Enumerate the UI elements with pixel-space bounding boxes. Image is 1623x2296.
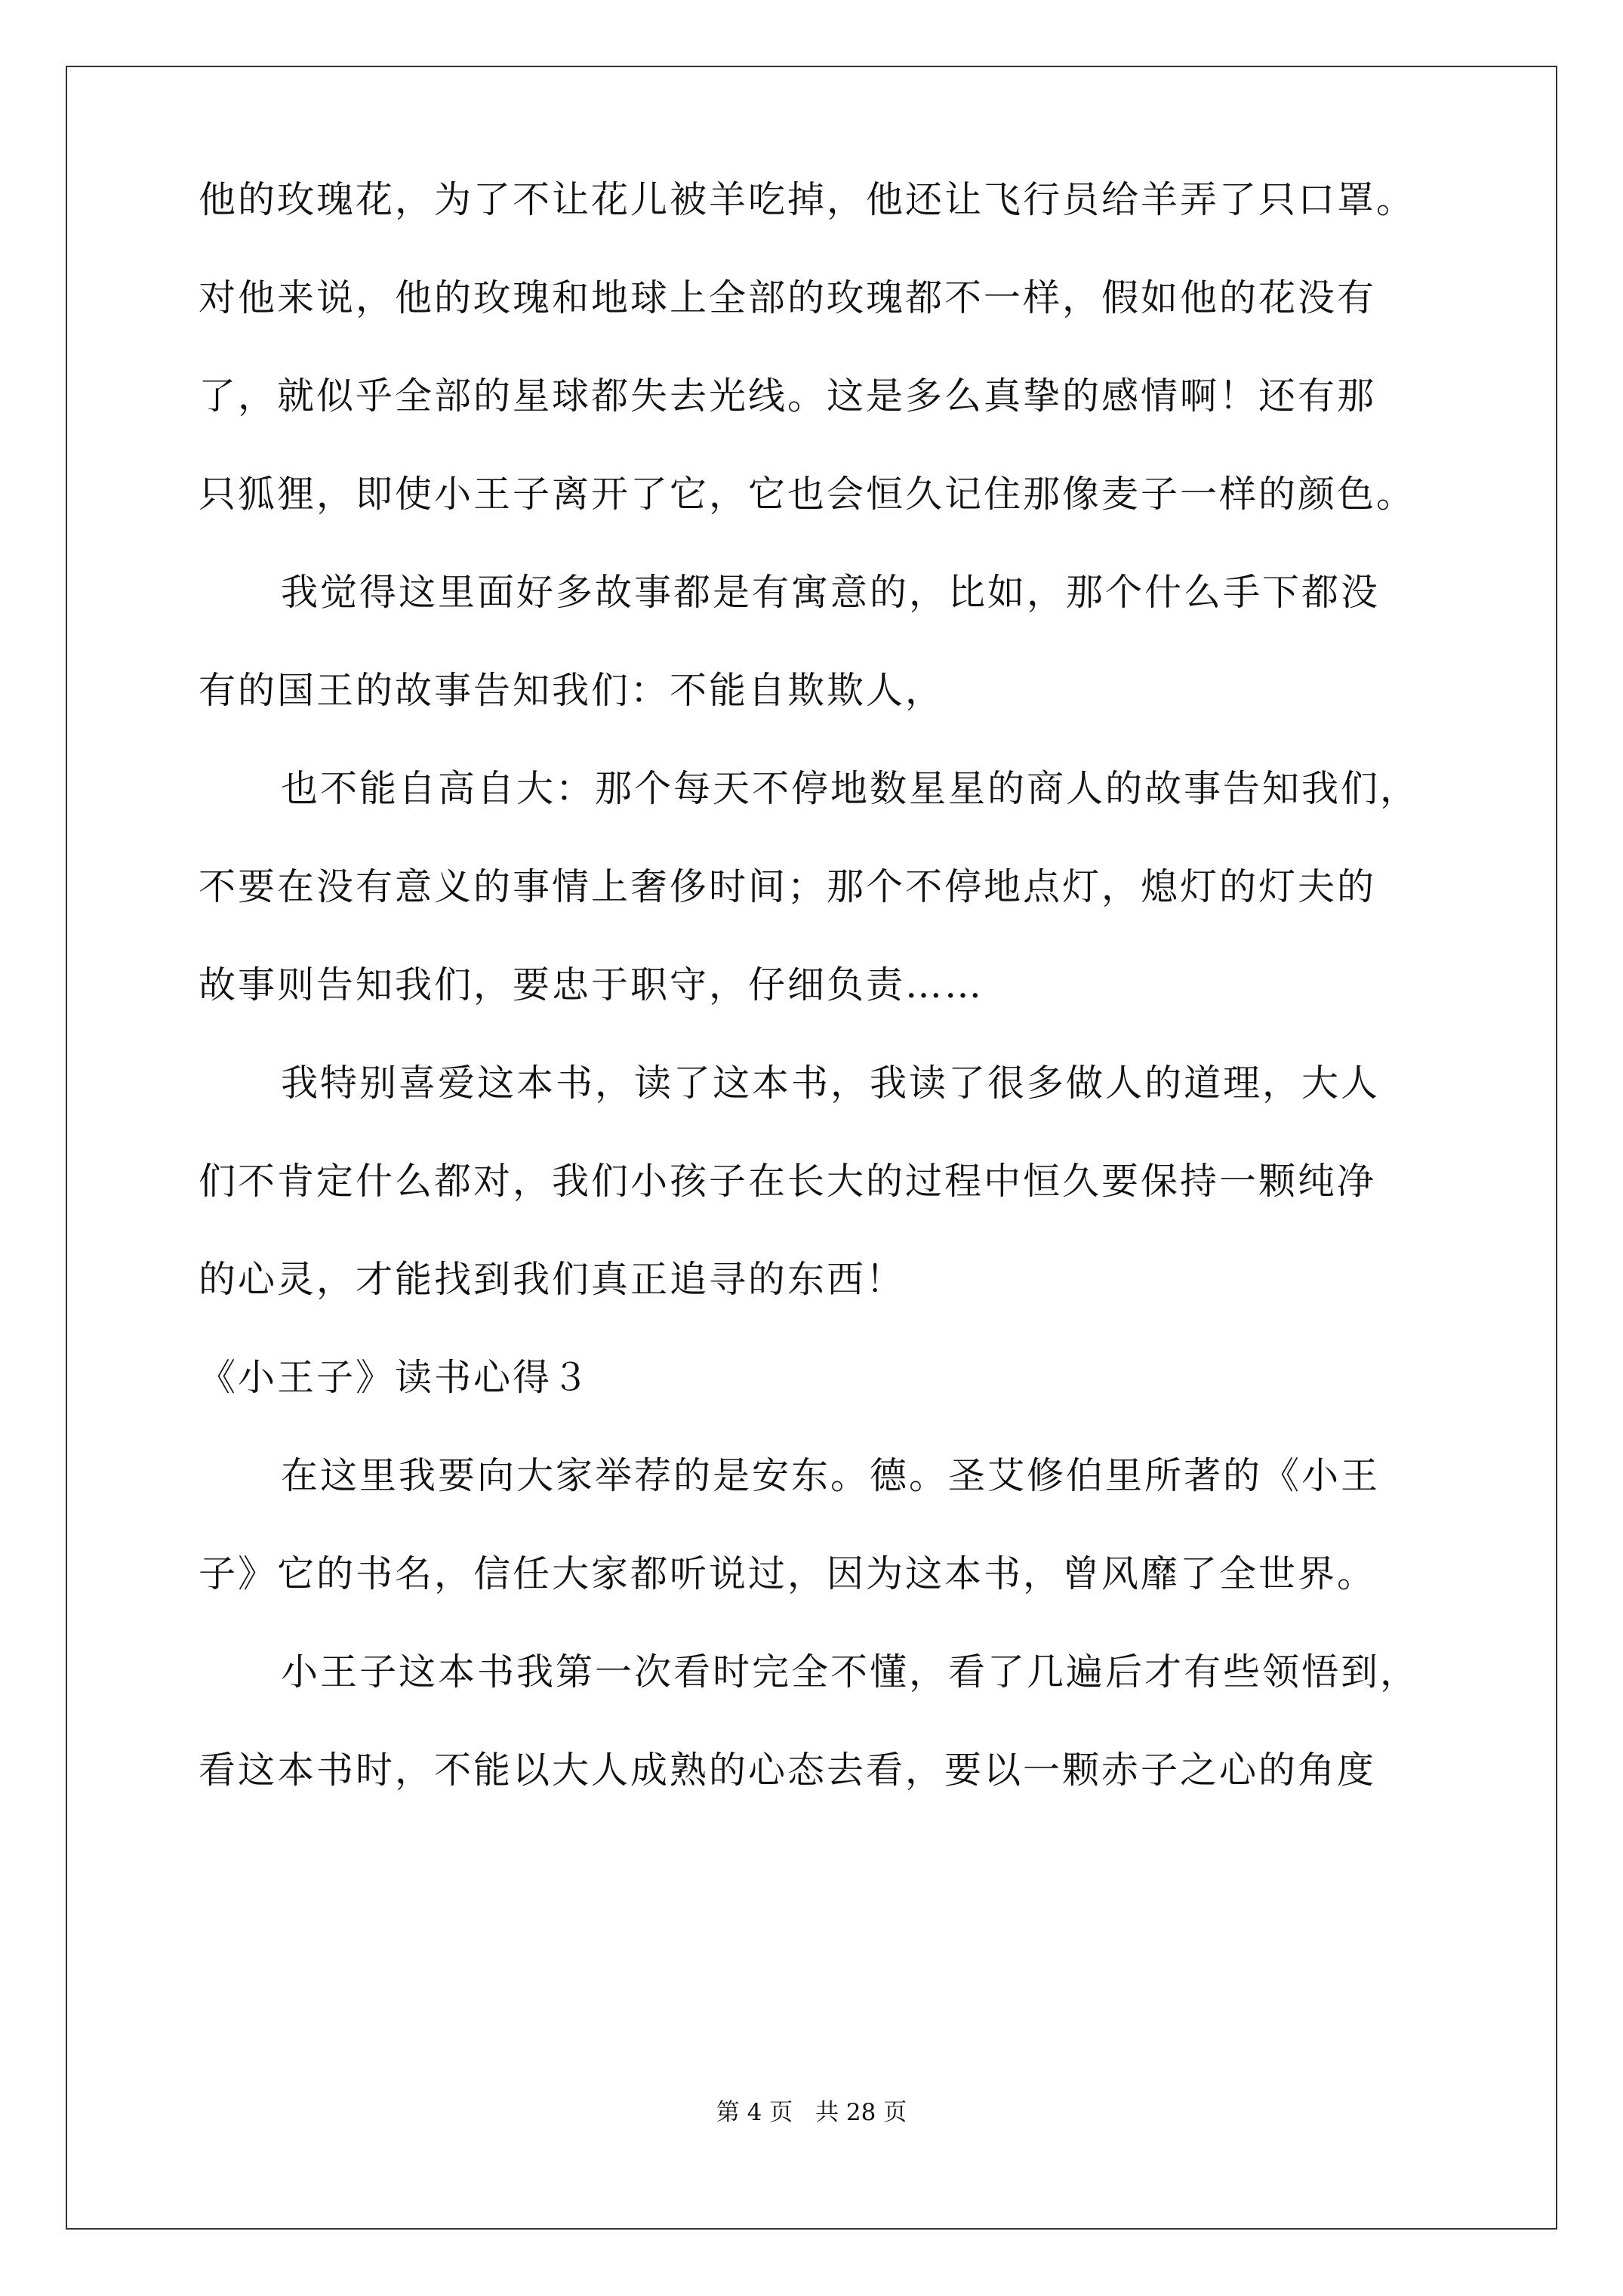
- paragraph-line: 了，就似乎全部的星球都失去光线。这是多么真挚的感情啊！还有那: [199, 374, 1377, 418]
- paragraph-line: 对他来说，他的玫瑰和地球上全部的玫瑰都不一样，假如他的花没有: [199, 276, 1377, 319]
- paragraph-line: 故事则告知我们，要忠于职守，仔细负责……: [199, 963, 984, 1006]
- page-number: 第 4 页: [716, 2099, 793, 2126]
- page-footer: [0, 2097, 1623, 2128]
- paragraph-line: 的心灵，才能找到我们真正追寻的东西！: [199, 1258, 906, 1301]
- paragraph-line: 也不能自高自大：那个每天不停地数星星的商人的故事告知我们，: [281, 767, 1420, 810]
- document-body: [199, 177, 1429, 1846]
- paragraph-line: 们不肯定什么都对，我们小孩子在长大的过程中恒久要保持一颗纯净: [199, 1160, 1377, 1203]
- paragraph-line: 在这里我要向大家举荐的是安东。德。圣艾修伯里所著的《小王: [281, 1454, 1381, 1497]
- paragraph-line: 他的玫瑰花，为了不让花儿被羊吃掉，他还让飞行员给羊弄了只口罩。: [199, 178, 1416, 221]
- paragraph-line: 看这本书时，不能以大人成熟的心态去看，要以一颗赤子之心的角度: [199, 1749, 1377, 1792]
- paragraph-line: 不要在没有意义的事情上奢侈时间；那个不停地点灯，熄灯的灯夫的: [199, 865, 1377, 908]
- total-pages: 共 28 页: [815, 2099, 907, 2126]
- paragraph-line: 我觉得这里面好多故事都是有寓意的，比如，那个什么手下都没: [281, 571, 1381, 614]
- paragraph-line: 有的国王的故事告知我们：不能自欺欺人，: [199, 669, 945, 712]
- section-heading: 《小王子》读书心得３: [199, 1356, 592, 1399]
- paragraph-line: 只狐狸，即使小王子离开了它，它也会恒久记住那像麦子一样的颜色。: [199, 473, 1416, 516]
- paragraph-line: 小王子这本书我第一次看时完全不懂，看了几遍后才有些领悟到，: [281, 1650, 1420, 1693]
- paragraph-line: 我特别喜爱这本书，读了这本书，我读了很多做人的道理，大人: [281, 1062, 1381, 1105]
- paragraph-line: 子》它的书名，信任大家都听说过，因为这本书，曾风靡了全世界。: [199, 1552, 1377, 1595]
